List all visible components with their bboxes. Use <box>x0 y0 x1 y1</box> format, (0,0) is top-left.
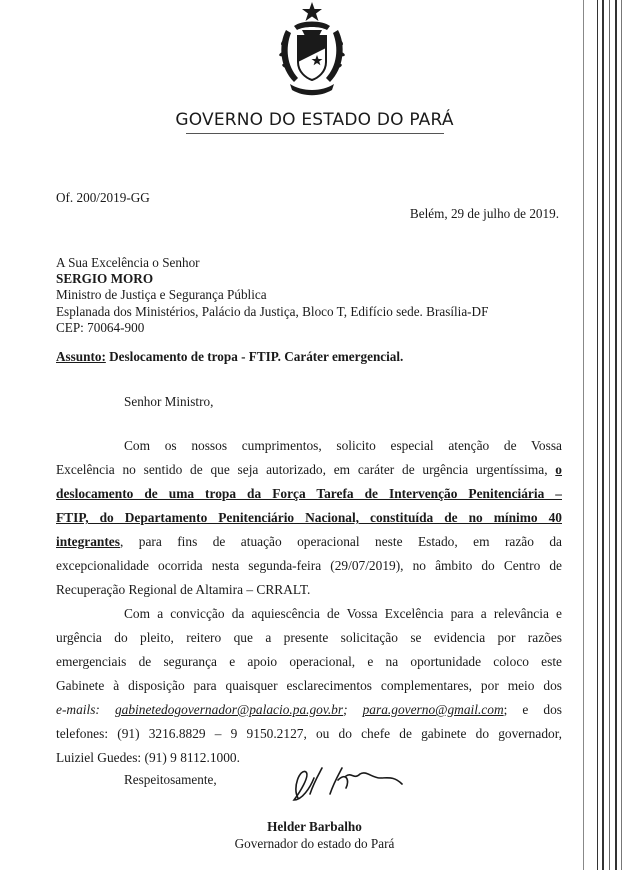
paragraph-line <box>56 530 562 554</box>
email-link[interactable]: gabinetedogovernador@palacio.pa.gov.br <box>114 702 344 717</box>
paragraph-line-emphasis: FTIP, do Departamento Penitenciário Nacional, constituída de no mínimo 40 <box>56 510 562 525</box>
paragraph-line-emphasis: deslocamento de uma tropa da Força Tarefa de Intervenção Penitenciária – <box>56 486 562 501</box>
emails-label: e-mails: <box>56 702 100 717</box>
subject-line <box>56 349 403 365</box>
paragraph-line <box>56 458 562 482</box>
document-reference: Of. 200/2019-GG <box>56 190 150 205</box>
paragraph-text: , para fins de atuação operacional neste Estado, em razão da <box>119 534 562 549</box>
closing: Respeitosamente, <box>124 772 217 787</box>
paragraph-line: urgência do pleito, reitero que a presente solicitação se evidencia por razões <box>56 630 562 645</box>
recipient-name: SERGIO MORO <box>56 271 154 287</box>
paragraph-line: Gabinete à disposição para quaisquer esclarecimentos complementares, por meio dos <box>56 678 562 693</box>
paragraph-line: emergenciais de segurança e apoio operacional, e na oportunidade coloco este <box>56 654 562 669</box>
paragraph-line <box>56 698 562 722</box>
paragraph-text: ; e dos <box>503 702 562 717</box>
recipient-cep: CEP: 70064-900 <box>56 319 145 335</box>
paragraph-line: Recuperação Regional de Altamira – CRRALT. <box>56 582 311 597</box>
government-heading: GOVERNO DO ESTADO DO PARÁ <box>0 110 629 134</box>
email-link[interactable]: para.governo@gmail.com <box>362 702 504 717</box>
recipient-title: Ministro de Justiça e Segurança Pública <box>56 287 267 303</box>
paragraph-text: Excelência no sentido de que seja autorizado, em caráter de urgência urgentíssima, <box>56 462 556 477</box>
paragraph-line: excepcionalidade ocorrida nesta segunda-feira (29/07/2019), no âmbito do Centro de <box>56 558 562 573</box>
paragraph-line: Luiziel Guedes: (91) 9 8112.1000. <box>56 750 240 765</box>
recipient-address: Esplanada dos Ministérios, Palácio da Justiça, Bloco T, Edifício sede. Brasília-DF <box>56 303 489 319</box>
subject-text: Deslocamento de tropa - FTIP. Caráter emergencial. <box>105 349 404 364</box>
paragraph-text: ; <box>343 702 348 717</box>
paragraph-request <box>56 434 562 602</box>
paragraph-line: telefones: (91) 3216.8829 – 9 9150.2127, ou do chefe de gabinete do governador, <box>56 726 562 741</box>
paragraph-emphasis: integrantes <box>56 534 120 549</box>
paragraph-line: Com os nossos cumprimentos, solicito especial atenção de Vossa <box>124 438 562 453</box>
paragraph-line: Com a convicção da aquiescência de Vossa Excelência para a relevância e <box>124 606 562 621</box>
date-line: Belém, 29 de julho de 2019. <box>409 206 559 221</box>
paragraph-emphasis: o <box>555 462 562 477</box>
state-coat-of-arms-icon <box>272 0 352 100</box>
recipient-block <box>56 255 488 336</box>
greeting: Senhor Ministro, <box>124 394 214 409</box>
recipient-salutation: A Sua Excelência o Senhor <box>56 255 200 270</box>
handwritten-signature <box>280 758 410 808</box>
paragraph-availability <box>56 602 562 770</box>
subject-label: Assunto: <box>56 349 106 364</box>
signer-name: Helder Barbalho <box>267 819 362 834</box>
signer-role: Governador do estado do Pará <box>234 836 395 851</box>
